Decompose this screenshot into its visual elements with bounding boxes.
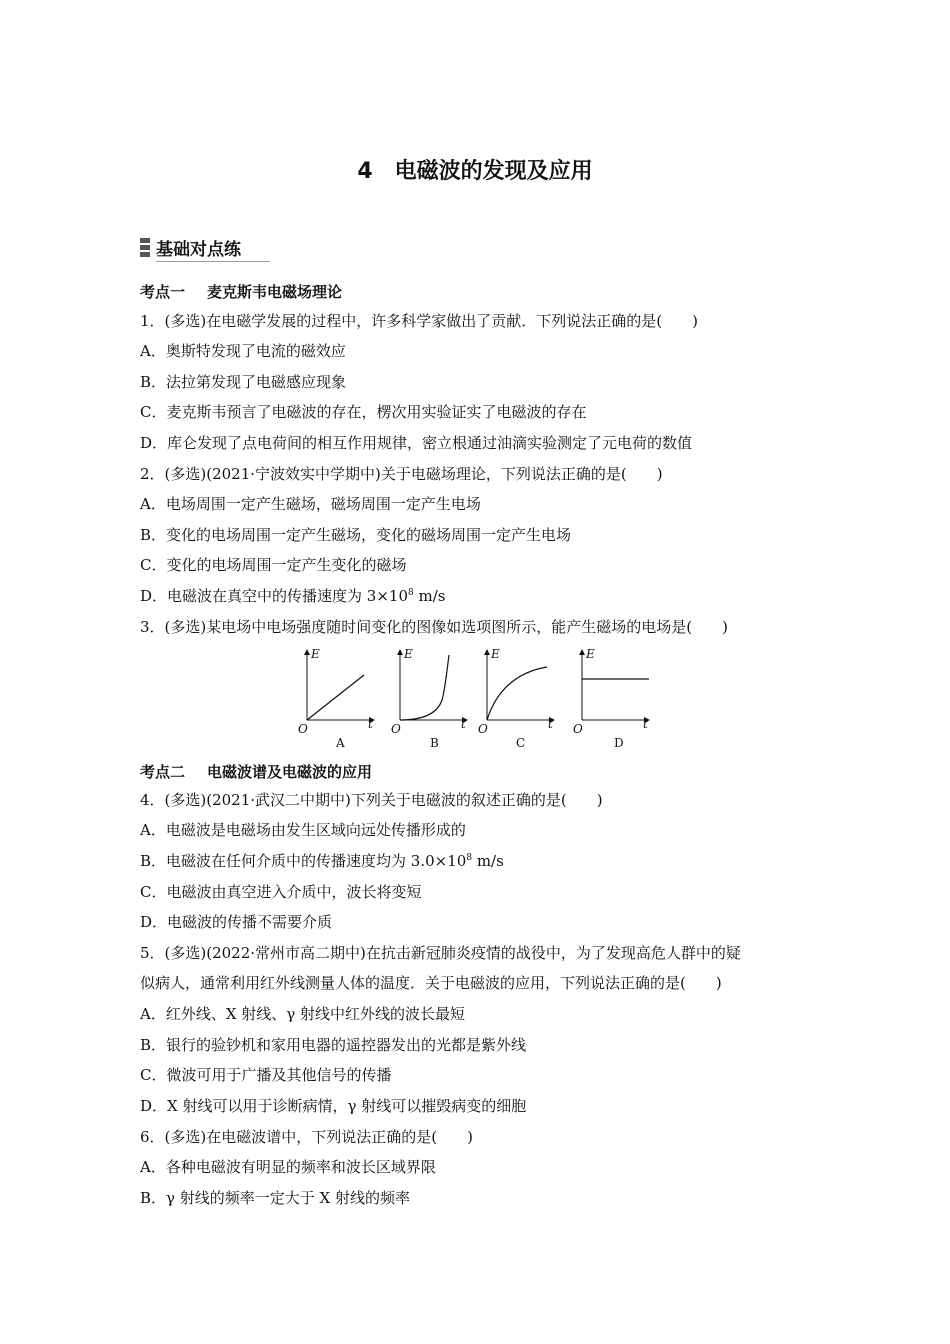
question-6-stem: 6．(多选)在电磁波谱中，下列说法正确的是( ): [140, 1128, 473, 1146]
question-2-option-a: A．电场周围一定产生磁场，磁场周围一定产生电场: [140, 495, 481, 513]
graph-d-x-label: t: [643, 717, 648, 731]
topic-heading-2: [140, 762, 372, 782]
topic-number: 考点二: [140, 763, 186, 781]
graph-c-curve: [487, 667, 547, 720]
topic-number: 考点一: [140, 283, 186, 301]
topic-text: 电磁波谱及电磁波的应用: [207, 763, 373, 781]
question-1-option-a: A．奥斯特发现了电流的磁效应: [140, 342, 346, 360]
graph-a-caption: A: [336, 736, 345, 750]
question-5-option-c: C．微波可用于广播及其他信号的传播: [140, 1066, 392, 1084]
question-6-option-a: A．各种电磁波有明显的频率和波长区域界限: [140, 1158, 436, 1176]
question-5-option-d: D．X 射线可以用于诊断病情，γ 射线可以摧毁病变的细胞: [140, 1097, 527, 1115]
graph-c-y-label: E: [491, 647, 500, 661]
page-title: 4 电磁波的发现及应用: [357, 159, 593, 184]
graph-c-caption: C: [516, 736, 526, 750]
graph-a-x-label: t: [368, 717, 373, 731]
question-4-stem: 4．(多选)(2021·武汉二中期中)下列关于电磁波的叙述正确的是( ): [140, 791, 603, 809]
question-1-option-d: D．库仑发现了点电荷间的相互作用规律，密立根通过油滴实验测定了元电荷的数值: [140, 434, 693, 452]
question-4-option-a: A．电磁波是电磁场由发生区域向远处传播形成的: [140, 821, 466, 839]
question-3-graphs: [292, 645, 662, 755]
graph-c: [478, 647, 554, 750]
graph-b-curve: [400, 655, 449, 720]
question-2-stem: 2．(多选)(2021·宁波效实中学期中)关于电磁场理论，下列说法正确的是( ): [140, 465, 663, 483]
question-1-stem: 1．(多选)在电磁学发展的过程中，许多科学家做出了贡献．下列说法正确的是( ): [140, 312, 698, 330]
graph-b-caption: B: [430, 736, 439, 750]
question-5-option-a: A．红外线、X 射线、γ 射线中红外线的波长最短: [140, 1005, 466, 1023]
topic-text: 麦克斯韦电磁场理论: [207, 283, 343, 301]
question-5-stem-line-1: 5．(多选)(2022·常州市高二期中)在抗击新冠肺炎疫情的战役中，为了发现高危人群中的疑: [140, 944, 741, 962]
graphs-svg: [292, 645, 662, 755]
section-label: 基础对点练: [156, 240, 241, 260]
section-marker-icon: [140, 238, 150, 258]
graph-b-x-label: t: [461, 717, 466, 731]
question-1-option-b: B．法拉第发现了电磁感应现象: [140, 373, 347, 391]
graph-b-y-label: E: [404, 647, 413, 661]
topic-heading-1: [140, 282, 342, 302]
section-underline: [156, 261, 270, 262]
graph-a-curve: [307, 675, 364, 720]
question-5-option-b: B．银行的验钞机和家用电器的遥控器发出的光都是紫外线: [140, 1036, 527, 1054]
graph-d: [573, 647, 649, 750]
question-1-option-c: C．麦克斯韦预言了电磁波的存在，楞次用实验证实了电磁波的存在: [140, 403, 587, 421]
question-2-option-b: B．变化的电场周围一定产生磁场，变化的磁场周围一定产生电场: [140, 526, 572, 544]
graph-a: [298, 647, 374, 750]
question-4-option-d: D．电磁波的传播不需要介质: [140, 913, 333, 931]
graph-a-origin: O: [298, 722, 308, 736]
graph-c-x-label: t: [548, 717, 553, 731]
question-6-option-b: B．γ 射线的频率一定大于 X 射线的频率: [140, 1189, 410, 1207]
question-4-option-c: C．电磁波由真空进入介质中，波长将变短: [140, 883, 422, 901]
graph-b: [391, 647, 467, 750]
question-3-stem: 3．(多选)某电场中电场强度随时间变化的图像如选项图所示，能产生磁场的电场是( ): [140, 618, 728, 636]
graph-b-origin: O: [391, 722, 401, 736]
question-5-stem-line-2: 似病人，通常利用红外线测量人体的温度．关于电磁波的应用，下列说法正确的是( ): [140, 974, 722, 992]
graph-d-caption: D: [614, 736, 624, 750]
graph-c-origin: O: [478, 722, 488, 736]
graph-d-origin: O: [573, 722, 583, 736]
graph-a-y-label: E: [311, 647, 320, 661]
question-2-option-c: C．变化的电场周围一定产生变化的磁场: [140, 556, 407, 574]
question-2-option-d: D．电磁波在真空中的传播速度为 $3\times 10^8$ m/s: [140, 587, 446, 605]
question-4-option-b: B．电磁波在任何介质中的传播速度均为 $3.0\times 10^8$ m/s: [140, 852, 504, 870]
graph-d-y-label: E: [586, 647, 595, 661]
